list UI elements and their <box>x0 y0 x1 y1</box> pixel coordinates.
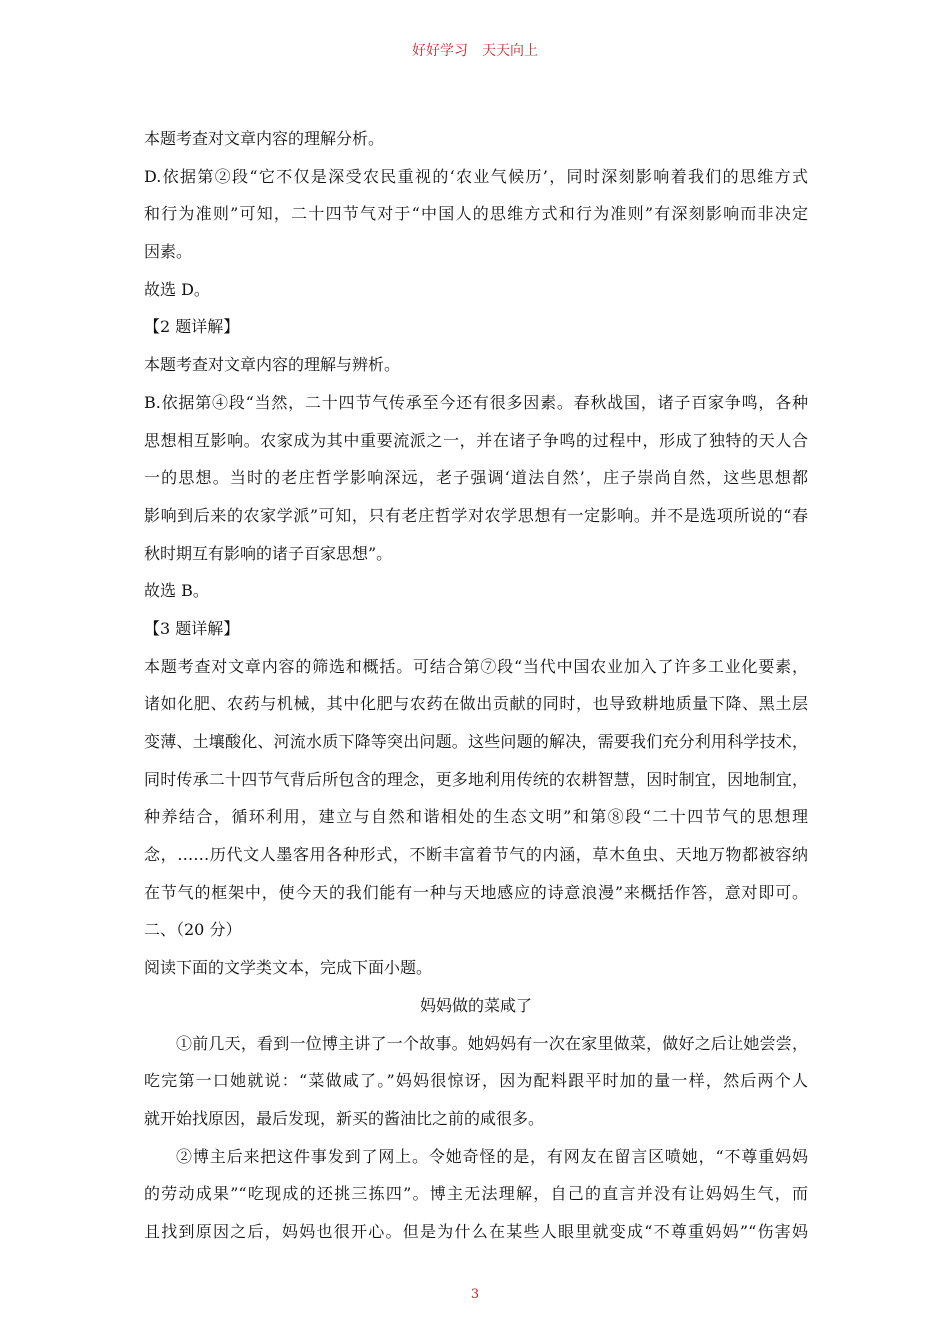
section-heading: 【2 题详解】 <box>144 317 240 337</box>
text-line: D.依据第②段“它不仅是深受农民重视的‘农业气候历’，同时深刻影响着我们的思维方式 <box>144 166 808 186</box>
text-line: 的劳动成果”“吃现成的还挑三拣四”。博主无法理解，自己的直言并没有让妈妈生气，而 <box>144 1184 808 1204</box>
text-line: ①前几天，看到一位博主讲了一个故事。她妈妈有一次在家里做菜，做好之后让她尝尝， <box>176 1033 808 1053</box>
page-number: 3 <box>470 1287 480 1302</box>
section-heading: 二、（20 分） <box>144 920 242 940</box>
text-line: 故选 D。 <box>144 279 210 299</box>
text-line: 在节气的框架中，使今天的我们能有一种与天地感应的诗意浪漫”来概括作答，意对即可。 <box>144 882 808 902</box>
text-line: 阅读下面的文学类文本，完成下面小题。 <box>144 958 433 978</box>
text-line: 诸如化肥、农药与机械，其中化肥与农药在做出贡献的同时，也导致耕地质量下降、黑土层 <box>144 694 808 714</box>
text-line: 一的思想。当时的老庄哲学影响深远，老子强调‘道法自然’，庄子崇尚自然，这些思想都 <box>144 468 808 488</box>
text-line: 和行为准则”可知，二十四节气对于“中国人的思维方式和行为准则”有深刻影响而非决定 <box>144 204 808 224</box>
text-line: 故选 B。 <box>144 581 209 601</box>
text-line: 影响到后来的农家学派”可知，只有老庄哲学对农学思想有一定影响。并不是选项所说的“春 <box>144 505 808 525</box>
text-line: ②博主后来把这件事发到了网上。令她奇怪的是，有网友在留言区喷她，“不尊重妈妈 <box>176 1146 808 1166</box>
text-line: 种养结合，循环利用，建立与自然和谐相处的生态文明”和第⑧段“二十四节气的思想理 <box>144 807 808 827</box>
text-line: 本题考查对文章内容的理解与辨析。 <box>144 355 401 375</box>
text-line: 念，……历代文人墨客用各种形式，不断丰富着节气的内涵，草木鱼虫、天地万物都被容纳 <box>144 845 808 865</box>
page-header: 好好学习 天天向上 <box>412 43 538 59</box>
text-line: 秋时期互有影响的诸子百家思想”。 <box>144 543 393 563</box>
text-line: 吃完第一口她就说：“菜做咸了。”妈妈很惊讶，因为配料跟平时加的量一样，然后两个人 <box>144 1071 808 1091</box>
text-line: 思想相互影响。农家成为其中重要流派之一，并在诸子争鸣的过程中，形成了独特的天人合 <box>144 430 808 450</box>
text-line: 变薄、土壤酸化、河流水质下降等突出问题。这些问题的解决，需要我们充分利用科学技术， <box>144 732 808 751</box>
text-line: 就开始找原因，最后发现，新买的酱油比之前的咸很多。 <box>144 1108 545 1128</box>
section-heading: 【3 题详解】 <box>144 618 240 638</box>
text-line: 本题考查对文章内容的理解分析。 <box>144 129 385 148</box>
text-line: B.依据第④段“当然，二十四节气传承至今还有很多因素。春秋战国，诸子百家争鸣，各种 <box>144 392 808 412</box>
text-line: 本题考查对文章内容的筛选和概括。可结合第⑦段“当代中国农业加入了许多工业化要素， <box>144 656 808 676</box>
document-body <box>144 120 808 1251</box>
text-line: 同时传承二十四节气背后所包含的理念，更多地利用传统的农耕智慧，因时制宜，因地制宜， <box>144 769 808 789</box>
article-title: 妈妈做的菜咸了 <box>419 995 532 1015</box>
text-line: 且找到原因之后，妈妈也很开心。但是为什么在某些人眼里就变成“不尊重妈妈”“伤害妈 <box>144 1221 808 1241</box>
text-line: 因素。 <box>144 242 193 262</box>
